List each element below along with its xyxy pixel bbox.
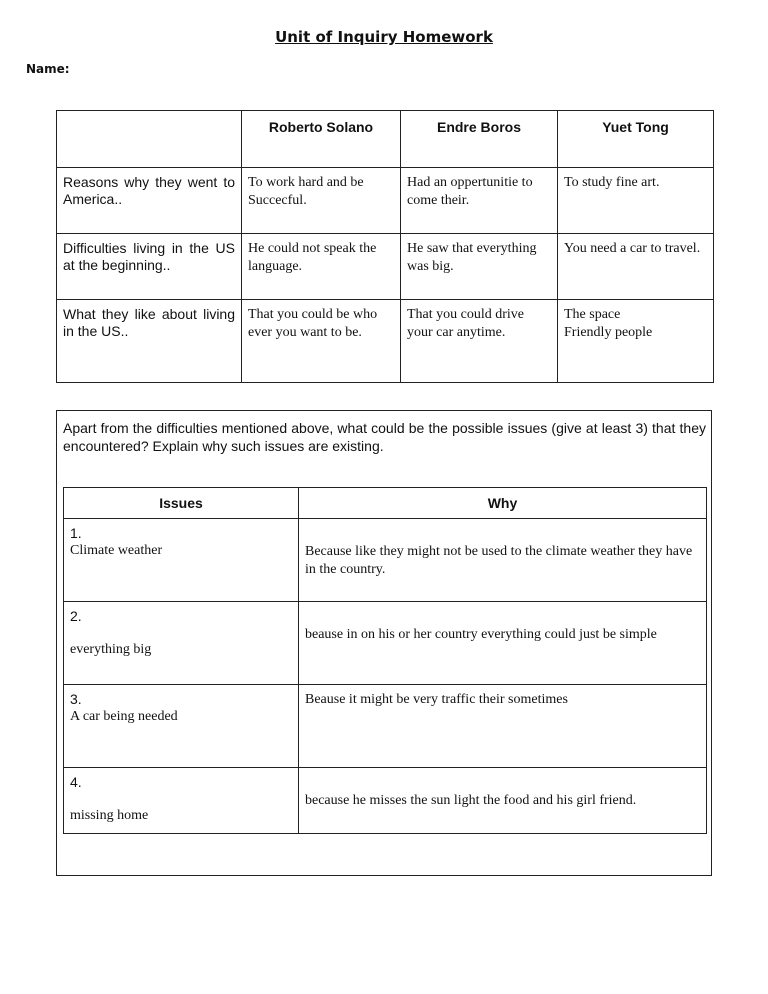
issue-cell	[64, 685, 299, 768]
issue-text: A car being needed	[70, 709, 178, 724]
issue-text: everything big	[70, 642, 152, 657]
answer-cell: Had an oppertunitie to come their.	[401, 168, 558, 234]
question-cell: Reasons why they went to America..	[57, 168, 242, 234]
issue-number: 3.	[70, 691, 82, 707]
answer-cell: That you could drive your car anytime.	[401, 300, 558, 383]
question-cell: Difficulties living in the US at the beginning..	[57, 234, 242, 300]
answer-cell: To work hard and be Succecful.	[242, 168, 401, 234]
answer-cell: That you could be who ever you want to be.	[242, 300, 401, 383]
issues-header: Issues	[64, 488, 299, 519]
table-row	[64, 519, 707, 602]
people-table-header-row	[57, 111, 714, 168]
why-text: Because like they might not be used to the climate weather they have in the country.	[305, 544, 693, 577]
why-cell	[299, 519, 707, 602]
answer-cell: To study fine art.	[558, 168, 714, 234]
table-row	[64, 768, 707, 834]
table-row	[57, 168, 714, 234]
column-header-yuet: Yuet Tong	[558, 111, 714, 168]
why-text: Beause it might be very traffic their sometimes	[305, 692, 568, 707]
why-text: beause in on his or her country everything could just be simple	[305, 627, 657, 642]
empty-header-cell	[57, 111, 242, 168]
people-table	[56, 110, 714, 383]
table-row	[64, 602, 707, 685]
issue-number: 4.	[70, 774, 82, 790]
issue-number: 2.	[70, 608, 82, 624]
question-cell: What they like about living in the US..	[57, 300, 242, 383]
answer-cell: You need a car to travel.	[558, 234, 714, 300]
answer-cell: He saw that everything was big.	[401, 234, 558, 300]
column-header-roberto: Roberto Solano	[242, 111, 401, 168]
why-cell	[299, 768, 707, 834]
answer-cell: He could not speak the language.	[242, 234, 401, 300]
table-row	[64, 685, 707, 768]
issue-text: Climate weather	[70, 543, 163, 558]
issue-number: 1.	[70, 525, 82, 541]
issues-prompt: Apart from the difficulties mentioned above, what could be the possible issues (give at least 3) that they encountered? Explain why such issues are existing.	[63, 420, 706, 454]
table-row	[57, 234, 714, 300]
issues-section	[56, 410, 712, 876]
column-header-endre: Endre Boros	[401, 111, 558, 168]
why-text: because he misses the sun light the food and his girl friend.	[305, 793, 637, 808]
issues-table	[63, 487, 707, 834]
issue-cell	[64, 768, 299, 834]
issue-cell	[64, 519, 299, 602]
issue-cell	[64, 602, 299, 685]
why-header: Why	[299, 488, 707, 519]
name-label: Name:	[26, 62, 70, 76]
answer-cell: The space Friendly people	[558, 300, 714, 383]
table-row	[57, 300, 714, 383]
why-cell	[299, 602, 707, 685]
why-cell	[299, 685, 707, 768]
issue-text: missing home	[70, 808, 149, 823]
page-title: Unit of Inquiry Homework	[275, 28, 493, 46]
issues-table-header-row	[64, 488, 707, 519]
